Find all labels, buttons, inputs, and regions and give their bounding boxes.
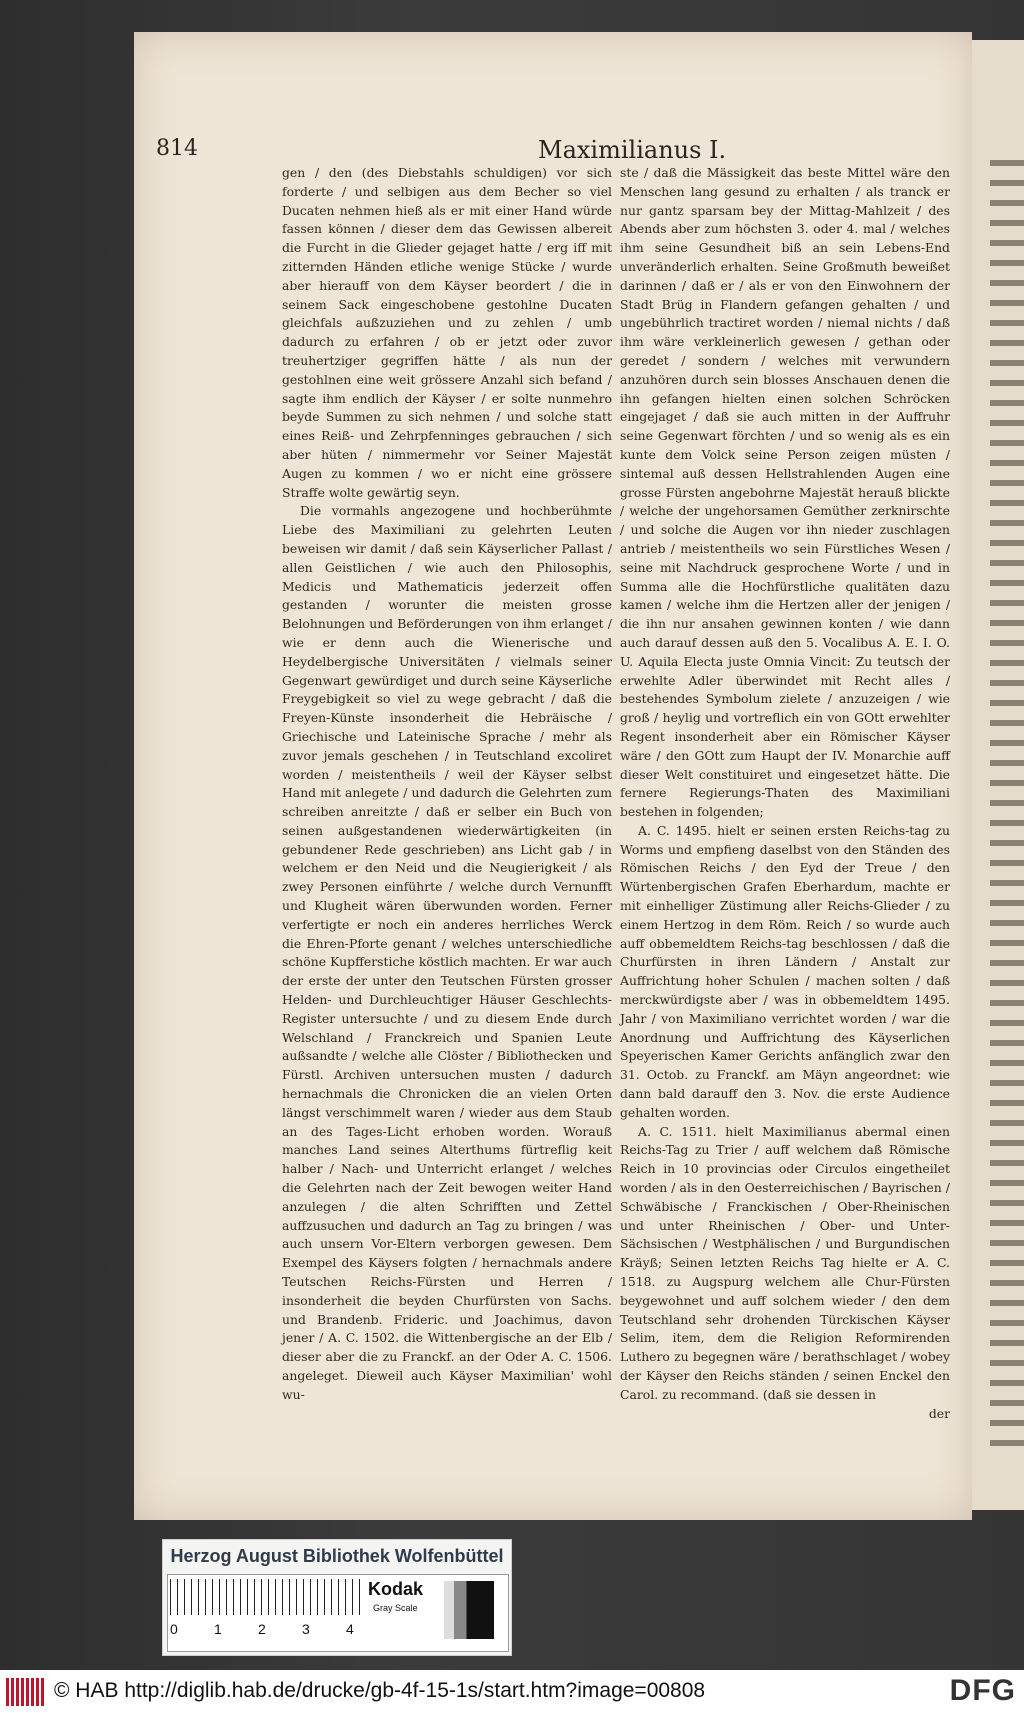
hab-logo-icon [6, 1678, 44, 1706]
running-title: Maximilianus I. [538, 136, 727, 164]
left-text-column [282, 164, 612, 1405]
kodak-logo: Kodak [368, 1579, 424, 1599]
footer-bar [0, 1670, 1024, 1713]
ruler-ticks [170, 1579, 360, 1615]
gray-scale-label: Gray Scale [373, 1603, 418, 1613]
adjacent-page-text-shadow [990, 160, 1024, 1460]
scan-target-card [162, 1539, 512, 1656]
library-name: Herzog August Bibliothek Wolfenbüttel [170, 1546, 504, 1566]
right-text-column [620, 164, 950, 1423]
right-paragraph-3: A. C. 1511. hielt Maximilianus abermal einen Reichs-Tag zu Trier / auff welchem daß Römische Reich in 10 provincias oder Circulos eingetheilet worden / als in den Oesterreichischen / Bayrischen / Schwäbische / Franckischen / Ober-Rheinischen und unter Rheinischen / Ober- und Unter-Sächsischen / Westphälischen / und Burgundischen Kräyß; Seinen letzten Reichs Tag hielte er A. C. 1518. zu Augspurg welchem alle Chur-Fürsten beygewohnet und auff solchem wieder / den dem Teutschland sehr drohenden Türckischen Käyser Selim, item, dem die Religion Reformirenden Luthero zu begegnen wäre / berathschlaget / wobey der Käyser den Reichs ständen / seinen Enckel den Carol. zu recommand. (daß sie dessen in [620, 1123, 950, 1402]
ruler-number: 2 [258, 1621, 266, 1637]
adjacent-page-edge [972, 40, 1024, 1510]
ruler-numbers [170, 1621, 370, 1641]
left-paragraph-1: gen / den (des Diebstahls schuldigen) vor sich forderte / und selbigen aus dem Becher so viel Ducaten nehmen hieß als er mit einer Hand würde fassen können / dieser dem das Gewissen albereit die Furcht in die Glieder gejaget hatte / erg iff mit zitternden Händen etliche wenige Stücke / wurde aber hierauff von dem Käyser beordert / die in seinem Sack eingeschobene gestohlne Ducaten gleichfals außzuziehen und zu zehlen / umb dadurch zu erfahren / ob er jetzt oder zuvor treuhertziger gegriffen hätte / als nun der gestohlnen eine weit grössere Anzahl sich befand / sagte ihm endlich der Käyser / er solte nunmehro beyde Summen zu sich nehmen / und solche statt eines Reiß- und Zehrpfenninges gebrauchen / sich aber hüten / nimmermehr vor Seiner Majestät Augen zu kommen / wo er nicht eine grössere Straffe wolte gewärtig seyn. [282, 165, 612, 500]
page-header [134, 136, 727, 164]
kodak-gray-scale [167, 1574, 509, 1652]
left-paragraph-2: Die vormahls angezogene und hochberühmte Liebe des Maximiliani zu gelehrten Leuten beweisen wir damit / daß sein Käyserlicher Pallast / allen Geistlichen / wie auch den Philosophis, Medicis und Mathematicis jederzeit offen gestanden / worunter die meisten grosse Belohnungen und Beförderungen von ihm erlanget / wie er denn auch die Wienerische und Heydelbergische Universitäten / vielmals seiner Gegenwart gewürdiget und durch seine Käyserliche Freygebigkeit so viel zu wege gebracht / daß die Freyen-Künste insonderheit die Hebräische / Griechische und Lateinische Sprache / mehr als zuvor jemals geschehen / in Teutschland excoliret worden / meistentheils / weil der Käyser selbst Hand mit anlegete / und dadurch die Gelehrten zum schreiben anreitzte / daß er selber ein Buch von seinen außgestandenen wiederwärtigkeiten (in gebundener Rede geschrieben) ans Licht gab / in welchem er den Neid und die Neugierigkeit / als zwey Personen einführte / welche durch Vernunfft und Klugheit wären überwunden worden. Ferner verfertigte er noch ein anderes herrliches Werck die Ehren-Pforte genant / welches unterschiedliche schöne Kupfferstiche köstlich machten. Er war auch der erste der unter den Teutschen Fürsten grosser Helden- und Durchleuchtiger Häuser Geschlechts-Register untersuchte / und zu diesem Ende durch Welschland / Franckreich und Spanien Leute außsandte / welche alle Clöster / Bibliothecken und Fürstl. Archiven untersuchen musten / dadurch hernachmals die Chronicken die an vielen Orten längst verschimmelt waren / wieder aus dem Staub an des Tages-Licht erhoben worden. Worauß manches Land seines Alterthums fürtreflig keit halber / Nach- und Unterricht erlanget / welches die Gelehrten nach der Zeit bewogen weiter Hand anzulegen / die alten Schrifften und Zettel auffzusuchen und dadurch an Tag zu bringen / was auch unsern Vor-Eltern verborgen gewesen. Dem Exempel des Käysers folgten / hernachmals andere Teutschen Reichs-Fürsten und Herren / insonderheit die beyden Churfürsten von Sachs. und Brandenb. Frideric. und Joachimus, davon jener / A. C. 1502. die Wittenbergische an der Elb / dieser aber die zu Franckf. an der Oder A. C. 1506. angeleget. Dieweil auch Käyser Maximilian' wohl wu- [282, 503, 612, 1402]
ruler-number: 1 [214, 1621, 222, 1637]
right-paragraph-1: ste / daß die Mässigkeit das beste Mittel wäre den Menschen lang gesund zu erhalten / als tranck er nur gantz sparsam bey der Mittag-Mahlzeit / des Abends aber zum höchsten 3. oder 4. mal / welches ihm seine Gesundheit biß an sein Lebens-End unveränderlich erhalten. Seine Großmuth beweißet darinnen / daß er / als er von den Einwohnern der Stadt Brüg in Flandern gefangen gehalten / und ungebührlich tractiret worden / niemal nichts / daß ihm wäre verkleinerlich gewesen / gethan oder geredet / sondern / welches mit verwundern anzuhören durch sein blosses Anschauen denen die ihn gefangen hielten einen solchen Schröcken eingejaget / daß sie auch mitten in der Auffruhr seine Gegenwart förchten / und so wenig als es ein kunte dem Volck seine Person zeigen müsten / sintemal auß dessen Hellstrahlenden Augen eine grosse Fürsten angebohrne Majestät herauß blickte / welche der ungehorsamen Gemüther zerknirschte / und solche die Augen vor ihn nieder zuschlagen antrieb / meistentheils wo sein Fürstliches Wesen / seine mit Nachdruck gesprochene Worte / und in Summa alle die Hochfürstliche qualitäten dazu kamen / welche ihm die Hertzen aller der jenigen / die ihn nur ansahen gewinnen konten / wie dann auch darauf dessen auß den 5. Vocalibus A. E. I. O. U. Aquila Electa juste Omnia Vincit: Zu teutsch der erwehlte Adler überwindet mit Recht alles / bestehendes Symbolum zielete / anzuzeigen / wie groß / heylig und vortreflich ein von GOtt erwehlter Regent insonderheit aber ein Römischer Käyser wäre / den GOtt zum Haupt der IV. Monarchie auff dieser Welt constituiret und eingesetzet hätte. Die fernere Regierungs-Thaten des Maximiliani bestehen in folgenden; [620, 165, 950, 820]
ruler-number: 3 [302, 1621, 310, 1637]
gray-swatch [444, 1581, 494, 1639]
catchword: der [928, 1405, 950, 1421]
footer-credit[interactable]: © HAB http://diglib.hab.de/drucke/gb-4f-15-1s/start.htm?image=00808 [54, 1679, 706, 1702]
page-number: 814 [156, 136, 198, 161]
right-paragraph-2: A. C. 1495. hielt er seinen ersten Reichs-tag zu Worms und empfieng daselbst von den Ständen des Römischen Reichs / den Eyd der Treue / den Würtenbergischen Grafen Eberhardum, machte er mit einhelliger Züstimung aller Reichs-Glieder / zu einem Hertzog in dem Röm. Reich / so wurde auch auff obbemeldtem Reichs-tag beschlossen / daß die Churfürsten in ihren Ländern / Anstalt zur Auffrichtung hoher Schulen / machen solten / daß merckwürdigste aber / was in obbemeldtem 1495. Jahr / von Maximiliano verrichtet worden / war die Anordnung und Auffrichtung des Käyserlichen Speyerischen Kamer Gerichts anfänglich zwar den 31. Octob. zu Franckf. am Mäyn angeordnet: wie dann bald darauff den 3. Nov. die erste Audience gehalten worden. [620, 822, 950, 1120]
ruler-number: 4 [346, 1621, 354, 1637]
ruler-number: 0 [170, 1621, 178, 1637]
dfg-logo: DFG [949, 1674, 1016, 1707]
